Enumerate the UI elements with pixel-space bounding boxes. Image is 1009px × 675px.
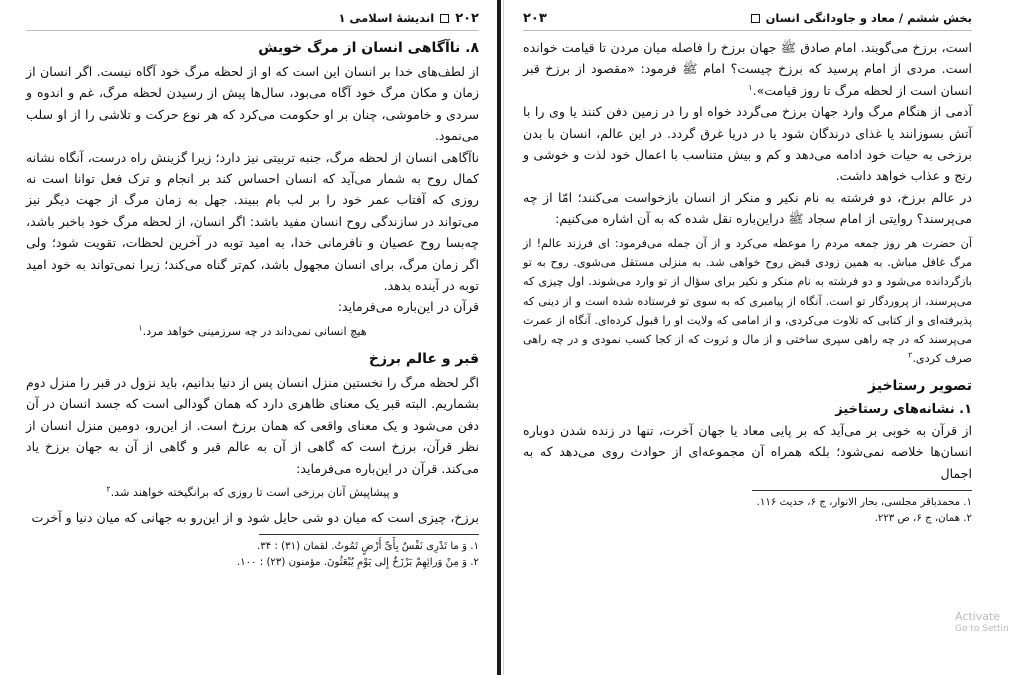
right-page-header: [523, 8, 972, 28]
footnote-ref-1: ۱: [748, 82, 753, 92]
citation-1-text: هیچ انسانی نمی‌داند در چه سرزمینی خواهد مرد.: [142, 324, 367, 338]
quran-citation-1: [26, 322, 479, 342]
right-paragraph-1: [523, 37, 972, 101]
left-page-number: ۲۰۲: [455, 10, 479, 26]
right-paragraph-4: از قرآن به خوبی بر می‌آید که بر پایی معاد یا جهان آخرت، تنها در زنده شدن دوباره انسان‌ها خلاصه نمی‌شود؛ بلکه همراه آن مجموعه‌ای از حوادث روی می‌دهد که به اجمال: [523, 422, 972, 481]
left-paragraph-5: برزخ، چیزی است که میان دو شی حایل شود و از این‌رو به جهانی که میان دنیا و آخرت: [31, 509, 479, 525]
quote-text: آن حضرت هر روز جمعه مردم را موعظه می‌کرد و از آن جمله می‌فرمود: ای فرزند عالم! از مرگ غافل مباش. به همین زودی قبض روح خواهی شد. به منزلی مستقل می‌شوی. روح به تو بازگردانده می‌شود و دو فرشته به نام منکر و نکیر برای سؤال از تو وارد می‌شوند. اول چیزی که می‌پرسند، از پروردگار تو است. آنگاه از پیامبری که به سوی تو فرستاده شده است و از دینی که پذیرفته‌ای و از کتابی که تلاوت می‌کردی، و از امامی که ولایت او را قبول کرده‌ای. آنگاه از عمرت می‌پرسند که در چه راهی سپری ساختی و از مال و ثروت که از کجا کسب نمودی و در چه راهی صرف کردی.: [523, 236, 972, 366]
right-header-title-group: [751, 11, 972, 25]
left-paragraph-3: قرآن در این‌باره می‌فرماید:: [337, 299, 479, 315]
book-title: اندیشهٔ اسلامی ۱: [338, 11, 435, 25]
book-spine-shadow: [503, 0, 504, 675]
resurrection-section-title: تصویر رستاخیز: [868, 377, 972, 394]
footnote-ref-2: ۲: [908, 350, 913, 360]
citation-2-text: و پیشاپیش آنان برزخی است تا روزی که برانگیخته خواهند شد.: [110, 485, 399, 499]
right-paragraph-3: در عالم برزخ، دو فرشته به نام نکیر و منکر از انسان بازخواست می‌کنند؛ امّا از چه می‌پرسند؟ روایتی از امام سجاد ﷺ دراین‌باره نقل شده که به آن اشاره می‌کنیم:: [523, 189, 972, 227]
sajjad-quote: [523, 234, 972, 369]
left-paragraph-2: ناآگاهی انسان از لحظه مرگ، جنبه تربیتی نیز دارد؛ زیرا گزینش راه درست، آنگاه نشانه کمال روح به شمار می‌آید که انسان احساس کند بر انجام و ترک فعل توانا است نه روزی که آفتاب عمر خود را بر لب بام ببیند. جهل به زمان مرگ از جهت دیگر نیز می‌تواند در سازندگی روح انسان مفید باشد: اگر انسان، از لحظه مرگ خود باخبر باشد، چه‌بسا روح عصیان و نافرمانی خدا، به امید توبه در آخرین لحظات، تقویت شود؛ ولی اگر زمان مرگ، برای انسان مجهول باشد، کم‌تر گناه می‌کند؛ زیرا نمی‌تواند به خود امید توبه در آینده بدهد.: [26, 149, 479, 294]
left-paragraph-1: از لطف‌های خدا بر انسان این است که او از لحظه مرگ خود آگاه نیست. اگر انسان از زمان و مکان مرگ خود آگاه می‌بود، سال‌ها پیش از رسیدن لحظه مرگ، غم و اندوه و سردی و خاموشی، چنان بر او حکومت می‌کرد که هر نوع حرکت و تلاشی را از او سلب می‌نمود.: [26, 64, 479, 144]
square-ornament-icon: [440, 14, 449, 23]
book-spine: [497, 0, 501, 675]
section-8-title: ۸. ناآگاهی انسان از مرگ خویش: [258, 40, 479, 56]
left-header-title-group: [339, 11, 480, 26]
footnote-rule: [752, 490, 972, 491]
left-page: [0, 0, 497, 675]
right-footnote-1: ۱. محمدباقر مجلسی، بحار الانوار، ج ۶، حدیث ۱۱۶.: [756, 496, 972, 508]
left-paragraph-4: اگر لحظه مرگ را نخستین منزل انسان پس از دنیا بدانیم، باید نزول در قبر را منزل دوم بشماریم. البته قبر یک معنای ظاهری دارد که همان گودالی است که جسد انسان در آن دفن می‌شود و یک معنای واقعی که همان برزخ است. از این‌رو، دومین منزل انسان از نظر قرآن، برزخ است که گاهی از آن به عالم قبر و گاهی از آن به جهان برزخ یاد می‌کند. قرآن در این‌باره می‌فرماید:: [26, 374, 479, 476]
watermark-line-2: Go to Settin: [955, 624, 1009, 634]
left-footnote-1: ۱. وَ ما تَدْرِی نَفْسٌ بِأَیِّ أَرْضٍ تَمُوتُ. لقمان (۳۱) : ۳۴.: [257, 541, 479, 553]
footnote-ref-1: ۱: [138, 323, 143, 333]
header-rule: [26, 30, 479, 31]
signs-subsection-title: ۱. نشانه‌های رستاخیز: [835, 401, 972, 417]
footnote-rule: [259, 534, 479, 535]
square-ornament-icon: [751, 14, 760, 23]
activate-windows-watermark: [955, 610, 1009, 634]
header-rule: [523, 30, 972, 31]
right-footnote-2: ۲. همان، ج ۶، ص ۲۲۳.: [874, 512, 972, 524]
right-paragraph-2: آدمی از هنگام مرگ وارد جهان برزخ می‌گردد خواه او را در زمین دفن کنند یا وی را با آتش بسوزانند یا غذای درندگان شود یا در دریا غرق گردد. در این عالم، انسان با بدن برزخی به حیات خود ادامه می‌دهد و کم و بیش متناسب با اعمال خود لذت و خوشی و رنج و عذاب خواهد داشت.: [523, 104, 972, 184]
left-footnote-2: ۲. وَ مِنْ وَرائِهِمْ بَرْزَخٌ إِلی یَوْمِ یُبْعَثُونَ. مؤمنون (۲۳) : ۱۰۰.: [236, 557, 479, 569]
chapter-title: بخش ششم / معاد و جاودانگی انسان: [765, 11, 972, 25]
watermark-line-1: Activate: [955, 610, 1001, 623]
right-paragraph-1-text: است، برزخ می‌گویند. امام صادق ﷺ جهان برزخ را فاصله میان مردن تا قیامت خوانده است. مردی از امام پرسید که برزخ چیست؟ امام ﷺ فرمود: «مقصود از برزخ قبر انسان است از لحظه مرگ تا روز قیامت».: [523, 40, 972, 98]
left-page-header: [26, 8, 479, 28]
quran-citation-2: [26, 483, 479, 503]
footnote-ref-2: ۲: [106, 484, 111, 494]
barzakh-section-title: قبر و عالم برزخ: [368, 350, 479, 367]
right-page: [505, 0, 1009, 675]
right-page-number: ۲۰۳: [523, 10, 547, 26]
